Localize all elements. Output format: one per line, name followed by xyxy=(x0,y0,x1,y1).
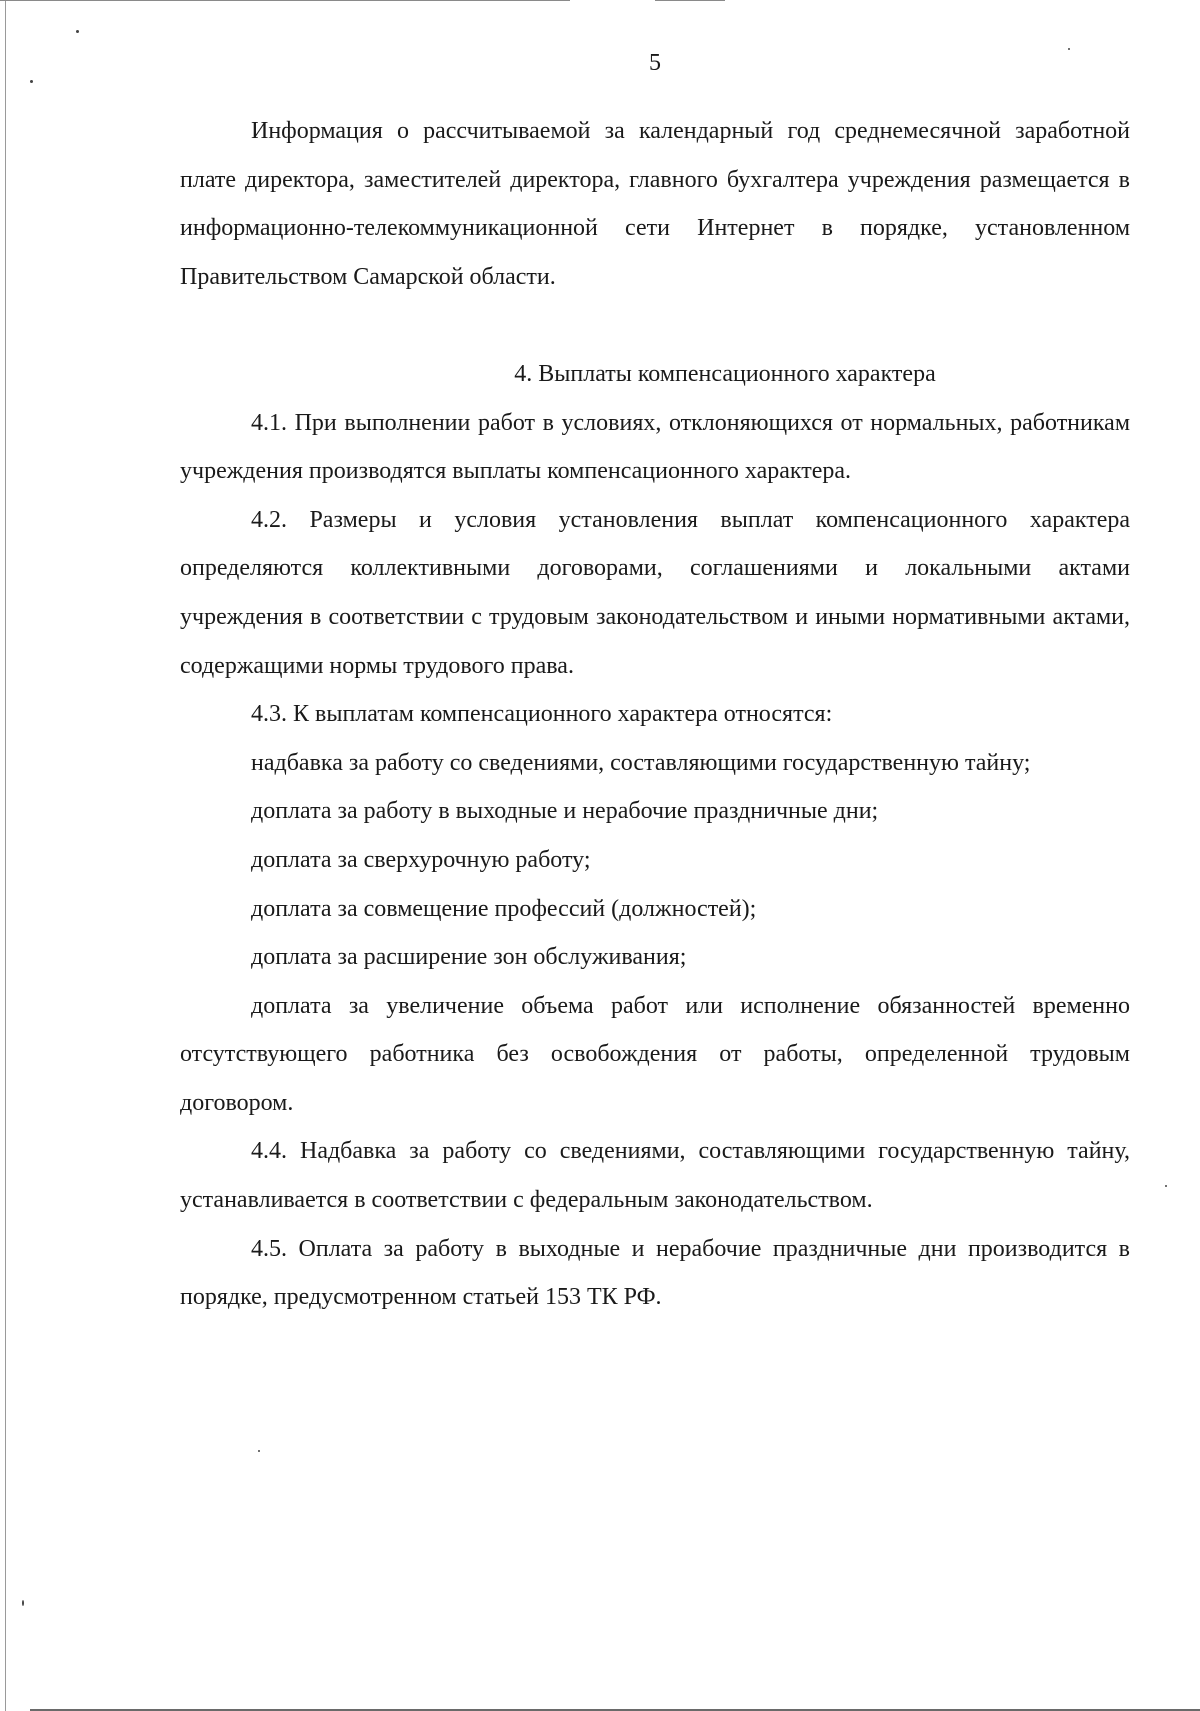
paragraph-4-4: 4.4. Надбавка за работу со сведениями, составляющими государственную тайну, устанавливается в соответствии с федеральным законодательством. xyxy=(180,1138,1130,1214)
blank-line xyxy=(180,301,1130,350)
list-item: доплата за увеличение объема работ или исполнение обязанностей временно отсутствующего работника без освобождения от работы, определенной трудовым договором. xyxy=(180,992,1130,1116)
scan-edge-top-fragment xyxy=(655,0,725,1)
scan-speck xyxy=(30,80,33,83)
list-item: доплата за расширение зон обслуживания; xyxy=(251,944,687,971)
scan-speck xyxy=(1165,1185,1167,1187)
paragraph-info: Информация о рассчитываемой за календарный год среднемесячной заработной плате директора, заместителей директора, главного бухгалтера учреждения размещается в информационно-телекоммуникационной сети Интернет в порядке, установленном Правительством Самарской области. xyxy=(180,118,1130,290)
paragraph-4-3: 4.3. К выплатам компенсационного характера относятся: xyxy=(251,701,833,728)
section-title: 4. Выплаты компенсационного характера xyxy=(514,360,936,387)
document-body xyxy=(180,107,1130,1322)
list-item: надбавка за работу со сведениями, составляющими государственную тайну; xyxy=(251,749,1031,776)
paragraph-4-2: 4.2. Размеры и условия установления выплат компенсационного характера определяются коллективными договорами, соглашениями и локальными актами учреждения в соответствии с трудовым законодательством и иными нормативными актами, содержащими нормы трудового права. xyxy=(180,506,1130,679)
list-item: доплата за совмещение профессий (должностей); xyxy=(251,895,757,922)
scan-edge-left xyxy=(5,0,6,1711)
page-number: 5 xyxy=(649,50,661,76)
scan-speck xyxy=(258,1450,260,1452)
paragraph-4-5: 4.5. Оплата за работу в выходные и нерабочие праздничные дни производится в порядке, предусмотренном статьей 153 ТК РФ. xyxy=(180,1235,1130,1311)
scan-edge-top xyxy=(0,0,570,1)
list-item: доплата за работу в выходные и нерабочие праздничные дни; xyxy=(251,798,879,825)
paragraph-4-1: 4.1. При выполнении работ в условиях, отклоняющихся от нормальных, работникам учреждения производятся выплаты компенсационного характера. xyxy=(180,409,1130,485)
scan-speck xyxy=(76,30,79,33)
scan-speck xyxy=(22,1600,24,1606)
list-item: доплата за сверхурочную работу; xyxy=(251,846,591,873)
